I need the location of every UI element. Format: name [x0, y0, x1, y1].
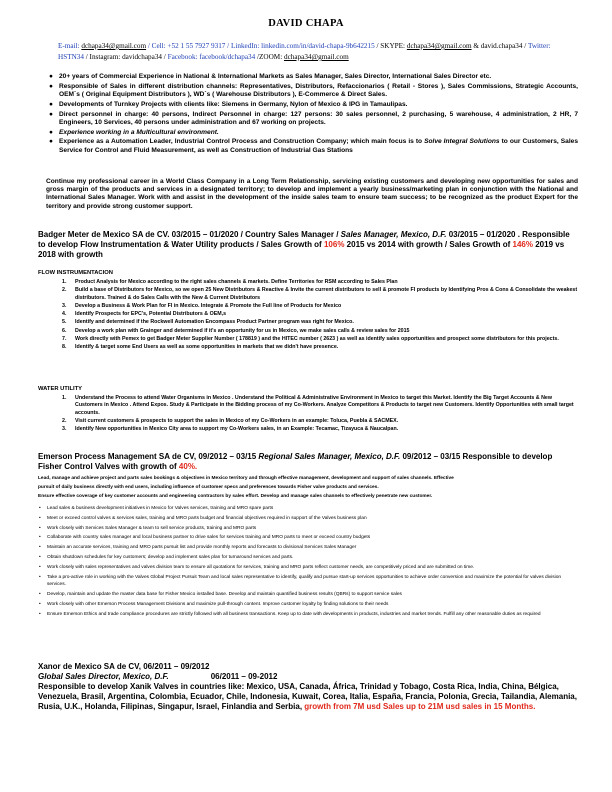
list-item: • Collaborate with country sales manager and local business partner to drive sales for services training and MRO parts to meet or exceed country budgets [39, 535, 371, 541]
summary-item: ● Responsible of Sales in different distribution channels: Representatives, Distributors, Refaccionarios ( Retail - Stores ), Sales Commissions, Strategic Accounts, OEM´s ( Original Equipment Distributors ), WD´s ( Warehouse Distributors ), E-Commerce & Direct Sales. [49, 82, 578, 98]
email-label: E-mail: [58, 42, 80, 50]
flow-list [38, 279, 578, 353]
summary-item: ● Developments of Turnkey Projects with clients like: Siemens in Germany, Nylon of Mexico & IPG in Tamaulipas. [49, 100, 408, 108]
water-section-title: WATER UTILITY [38, 386, 83, 392]
list-item: • Develop, maintain and update the master data base for Fisher Mexico installed base. Develop and maintain quantified business results (QBRs) to support service sales [39, 592, 402, 598]
skype-link[interactable]: dchapa34@gmail.com [406, 42, 472, 50]
list-item: 7. Work directly with Pemex to get Badger Meter Supplier Number ( 178819 ) and the HITEC number ( 2623 ) as well as identify sales opportunities and prospect some distributors for this projects. [62, 336, 559, 343]
summary-list [46, 73, 578, 156]
bullet-icon: • [39, 554, 41, 560]
bullet-icon: • [39, 574, 41, 580]
bullet-icon: • [39, 601, 41, 607]
list-item: • Lead sales & business development initiatives in Mexico for Valves services, training and MRO spare parts [39, 506, 274, 511]
bullet-icon: • [39, 515, 41, 521]
summary-item: ● 20+ years of Commercial Experience in National & International Markets as Sales Manager, Sales Director, International Sales Director etc. [49, 73, 492, 80]
list-item: • Work closely with sales representatives and valves division team to ensure all quotations for services, training and MRO parts reflect customer needs, are competitively priced and are submitted on time. [39, 564, 475, 570]
bullet-icon: ● [49, 138, 53, 146]
contact-info [58, 41, 578, 63]
skype-label: / SKYPE: [376, 42, 406, 50]
summary-item: ● Experience working in a Multicultural environment. [49, 128, 219, 136]
emerson-duties-list [38, 505, 578, 621]
flow-section-title: FLOW INSTRUMENTACION [38, 270, 113, 276]
list-item: • Work closely with other Emerson Process Management Divisions and maximize pull-through content. Improve customer loyalty by finding solutions to their needs [39, 601, 389, 607]
linkedin-link[interactable]: LinkedIn: linkedin.com/in/david-chapa-9b642215 [230, 42, 375, 50]
amp: & [473, 42, 479, 50]
candidate-name: DAVID CHAPA [268, 18, 344, 29]
bullet-icon: • [39, 592, 41, 598]
list-item: 8. Identify & target some End Users as well as some opportunities in markets that we didn't have presence. [62, 344, 339, 351]
summary-item: ● Experience as a Automation Leader, Industrial Control Process and Construction Company; which main focus is to Solve Integral Solutions to our Customers, Sales Service for Control and Fluid Measurement, as well as Construction of Industrial Gas Stations [49, 138, 578, 154]
list-item: 1. Understand the Process to attend Water Organisms in Mexico . Understand the Political & Administrative Environment in Mexico to target this Market. Identify the Big Target Accounts & New Customers in Mexico . Attend Expos. Study & Participate in the Bidding process of my Co-Workers. Analyze Competitors & Products to target new Customers. Identify Opportunities with small target accounts. [62, 395, 574, 416]
emerson-description: Lead, manage and achieve project and parts sales bookings & objectives in Mexico territory and through effective management, development and support of sales channels. Effective pursuit of daily business directly with end users, including influence of customer specs and preferences towards Fisher valve products and services. Ensure effective coverage of key customer accounts and engineering contractors by sales effort. Develop and manage sales channels to effectively penetrate new customer. [38, 476, 454, 500]
job-emerson: Emerson Process Management SA de CV, 09/2012 – 03/15 Regional Sales Manager, Mexico, D.F. 09/2012 – 03/15 Responsible to develop Fisher Control Valves with growth of 40%. [38, 452, 553, 471]
bullet-icon: ● [49, 128, 53, 136]
zoom-link[interactable]: dchapa34@gmail.com [283, 53, 349, 61]
bullet-icon: • [39, 525, 41, 531]
instagram: / Instagram: davidchapa34 / [85, 53, 166, 61]
list-item: 5. Identify and determined if the Rockwell Automation Encompass Product Partner program was right for Mexico. [62, 319, 354, 326]
skype-id: david.chapa34 [480, 42, 523, 50]
facebook-link[interactable]: Facebook: facebook/dchapa34 [167, 53, 256, 61]
list-item: 2. Visit current customers & prospects to support the sales in Mexico of my Co-Workers in an example: Toluca, Puebla & SACMEX. [62, 417, 399, 424]
zoom-label: /ZOOM: [257, 53, 283, 61]
bullet-icon: • [39, 535, 41, 541]
cell-phone: / Cell: +52 1 55 7927 9317 / [147, 42, 230, 50]
water-list [38, 395, 578, 434]
list-item: 6. Develop a work plan with Grainger and determined if it's an opportunity for us in Mexico, we make sales calls & review sales for 2015 [62, 327, 410, 334]
list-item: • Obtain shutdown schedules for key customers; develop and implement sales plan for turnaround services and parts. [39, 554, 294, 560]
list-item: • Maintain an accurate services, training and MRO parts pursuit list and provide monthly reports and forecasts to divisional Services Sales Manager [39, 545, 357, 551]
job-xanor: Xanor de Mexico SA de CV, 06/2011 – 09/2012 Global Sales Director, Mexico, D.F. 06/2011 – 09-2012 Responsible to develop Xanik Valves in countries like: Mexico, USA, Canada, África, Trinidad y Tobago, Costa Rica, India, China, Bélgica, Venezuela, Brasil, Argentina, Colombia, Ecuador, Chile, Indonesia, Kuwait, Corea, Italia, España, Francia, Polonia, Grecia, Tailandia, Alemania, Rusia, U.K., Holanda, Filipinas, Singapur, Israel, Finlandia and Serbia, growth from 7M usd Sales up to 21M usd sales in 15 Months. [38, 662, 577, 711]
bullet-icon: ● [49, 82, 53, 90]
list-item: 4. Identify Prospects for EPC's, Potential Distributors & OEM,s [62, 311, 227, 318]
list-item: • Meet or exceed control valves & services sales, training and MRO parts budget and financial objectives required in support of the Valves business plan [39, 515, 367, 521]
list-item: 1. Product Analysis for Mexico according to the right sales channels & markets. Define Territories for RSM according to Sales Plan [62, 279, 398, 285]
list-item: • Take a pro-active role in working with the Valves Global Project Pursuit Team and local sales representative to identify, qualify and pursue start-up services opportunities to achieve order conversion and maximize the potential for valves division services. [39, 574, 562, 588]
summary-item: ● Direct personnel in charge: 40 persons, Indirect Personnel in charge: 127 persons: 30 sales personnel, 2 purchasing, 5 warehouse, 4 administration, 2 HR, 7 Engineers, 10 Services, 40 persons under administration and 67 working on projects. [49, 110, 578, 126]
bullet-icon: • [39, 564, 41, 570]
sep: / [524, 42, 527, 50]
twitter-link[interactable]: Twitter: HSTN34 [58, 42, 551, 61]
list-item: • Work closely with Services Sales Manager & team to sell service products, training and MRO parts [39, 525, 257, 531]
bullet-icon: ● [49, 100, 53, 108]
list-item: 2. Build a base of Distributors for Mexico, so we open 25 New Distributors & Reactive & Invite the current distributors to sell & promote FI products by Identifying Pros & Cons & Consolidate the weakest distributors. Trained & do Sales Calls with the New & Current Distributors [62, 287, 578, 301]
list-item: 3. Identify New opportunities in Mexico City area to support my Co-Workers sales, in an Example: Tecamac, Tizayuca & Naucalpan. [62, 426, 399, 433]
career-objective: Continue my professional career in a World Class Company in a Long Term Relationship, servicing existing customers and developing new opportunities for sales and gross margin of the products and services in a designated territory; to develop and implement a yearly business/marketing plan in conjunction with the National and International Sales Manager. Work with and assist in the development of the inside sales team to ensure team success; to be recognized as the product Expert for the territory and provide strong customer support. [46, 178, 578, 210]
list-item: 3. Develop a Business & Work Plan for FI in Mexico. Integrate & Promote the Full line of Products for Mexico [62, 302, 342, 309]
list-item: • Ensure Emerson Ethics and trade compliance procedures are strictly followed with all business transactions. Keep up to date with developments in products, industries and market trends. Fulfill any other reasonable duties as required [39, 611, 541, 617]
email-link[interactable]: dchapa34@gmail.com [81, 42, 147, 50]
job-badger: Badger Meter de Mexico SA de CV. 03/2015 – 01/2020 / Country Sales Manager / Sales Manager, Mexico, D.F. 03/2015 – 01/2020 . Responsible to develop Flow Instrumentation & Water Utility products / Sales Growth of 106% 2015 vs 2014 with growth / Sales Growth of 146% 2019 vs 2018 with growth [38, 230, 570, 259]
bullet-icon: ● [49, 73, 53, 80]
bullet-icon: • [39, 545, 41, 551]
bullet-icon: • [39, 611, 41, 617]
bullet-icon: • [39, 506, 41, 511]
bullet-icon: ● [49, 110, 53, 118]
